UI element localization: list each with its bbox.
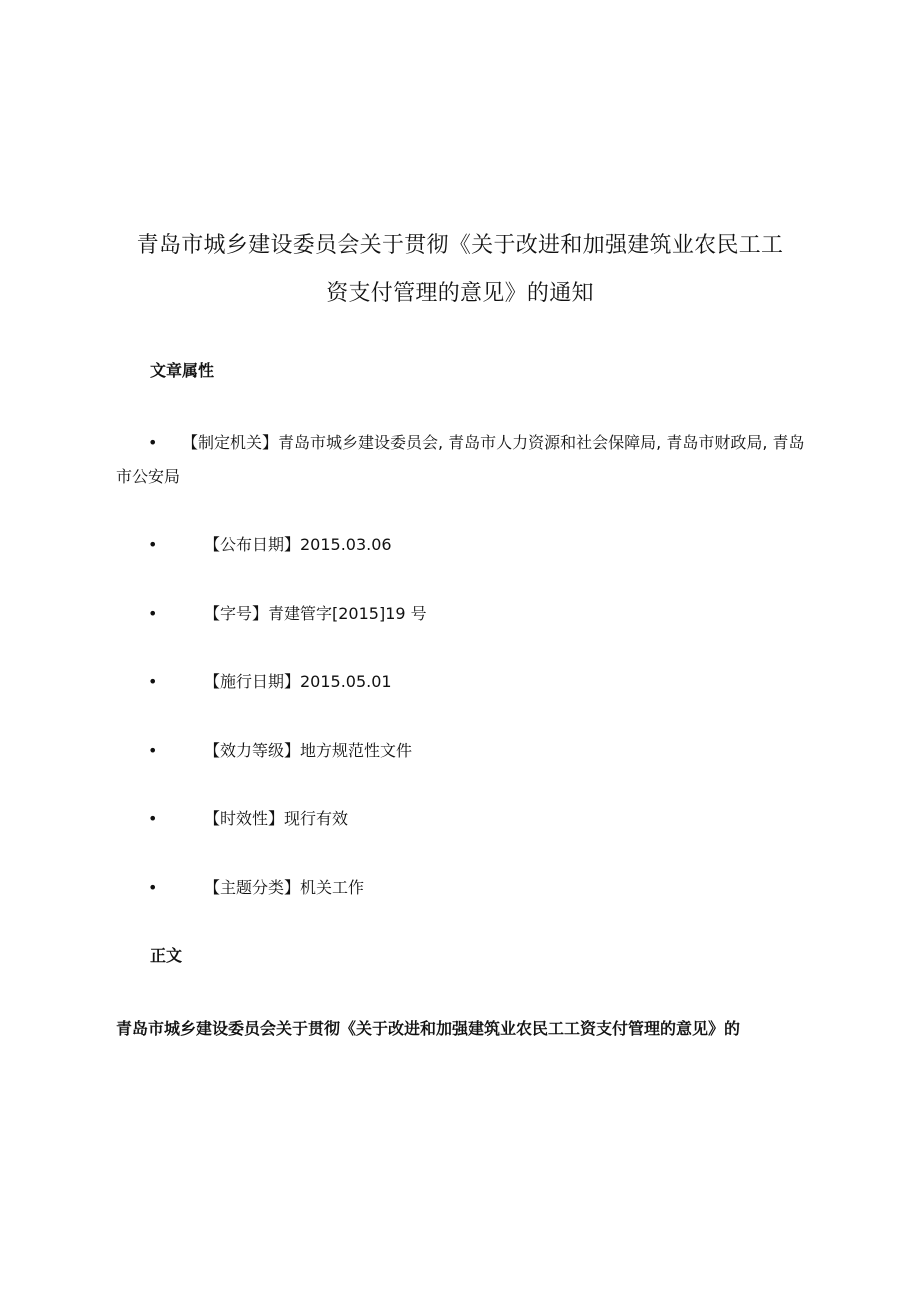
document-title-line-1: 青岛市城乡建设委员会关于贯彻《关于改进和加强建筑业农民工工	[136, 233, 784, 258]
bullet-icon: •	[148, 809, 158, 828]
bullet-icon: •	[148, 741, 158, 760]
document-title-line-2: 资支付管理的意见》的通知	[326, 281, 594, 306]
attribute-item-legal-level	[148, 739, 412, 763]
attributes-heading: 文章属性	[150, 361, 215, 380]
bullet-icon: •	[148, 672, 158, 691]
bullet-icon: •	[148, 878, 158, 897]
attribute-text: 【效力等级】地方规范性文件	[204, 741, 413, 760]
attribute-text: 【公布日期】2015.03.06	[204, 535, 392, 554]
attribute-text: 【施行日期】2015.05.01	[204, 672, 392, 691]
attribute-text: 【制定机关】青岛市城乡建设委员会, 青岛市人力资源和社会保障局, 青岛市财政局, 青岛市公安局	[116, 433, 805, 486]
attribute-text: 【字号】青建管字[2015]19 号	[204, 604, 427, 623]
bullet-icon: •	[148, 535, 158, 554]
attribute-item-validity	[148, 807, 348, 831]
body-title: 青岛市城乡建设委员会关于贯彻《关于改进和加强建筑业农民工工资支付管理的意见》的	[116, 1019, 741, 1038]
attribute-item-effective-date	[148, 670, 392, 694]
bullet-icon: •	[148, 433, 158, 452]
attribute-item-issuing-authority	[116, 426, 806, 494]
attribute-text: 【时效性】现行有效	[204, 809, 349, 828]
document-title	[100, 222, 820, 318]
attribute-item-topic	[148, 876, 364, 900]
attribute-text: 【主题分类】机关工作	[204, 878, 365, 897]
attribute-item-document-number	[148, 602, 427, 626]
bullet-icon: •	[148, 604, 158, 623]
body-heading: 正文	[150, 946, 183, 965]
attribute-item-publish-date	[148, 533, 392, 557]
